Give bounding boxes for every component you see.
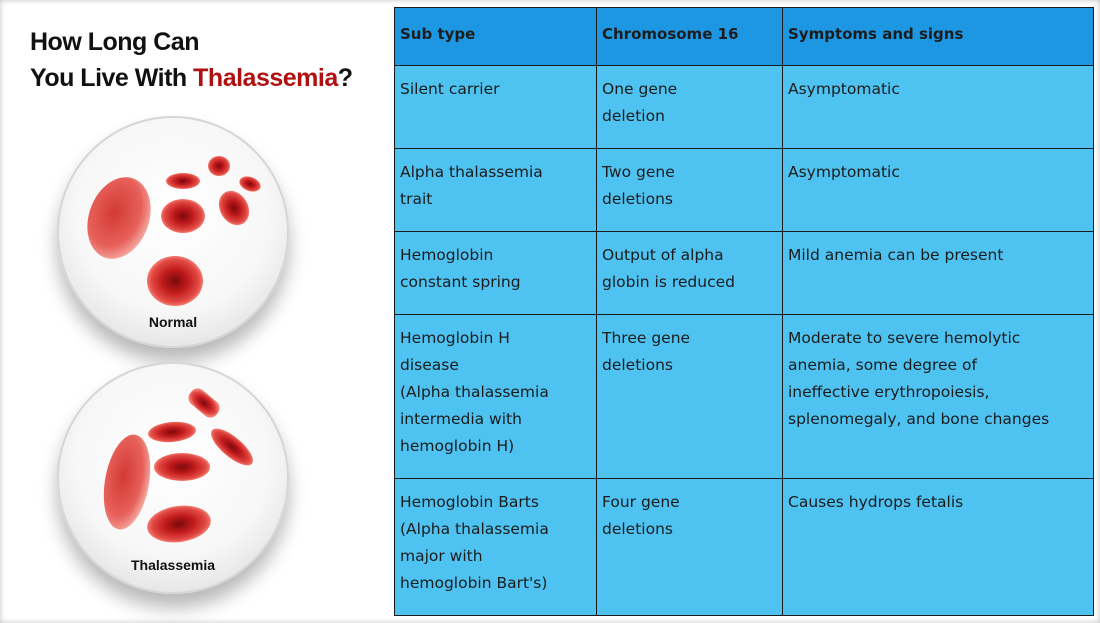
red-blood-cell	[206, 423, 259, 472]
cell-chromosome: Output of alpha globin is reduced	[597, 232, 783, 315]
red-blood-cell	[97, 431, 157, 533]
table-row	[395, 315, 1094, 479]
table-row	[395, 479, 1094, 616]
red-blood-cell	[208, 156, 230, 176]
cell-symptoms: Mild anemia can be present	[783, 232, 1094, 315]
header-symptoms-signs: Symptoms and signs	[783, 8, 1094, 66]
cell-chromosome: Three gene deletions	[597, 315, 783, 479]
cell-symptoms: Asymptomatic	[783, 149, 1094, 232]
red-blood-cell	[166, 173, 200, 189]
title-accent-word: Thalassemia	[193, 64, 338, 92]
red-blood-cell	[147, 420, 197, 444]
cell-chromosome: Four gene deletions	[597, 479, 783, 616]
cell-symptoms: Causes hydrops fetalis	[783, 479, 1094, 616]
cell-symptoms: Asymptomatic	[783, 66, 1094, 149]
cell-symptoms: Moderate to severe hemolytic anemia, some degree of ineffective erythropoiesis, splenomegaly, and bone changes	[783, 315, 1094, 479]
normal-label: Normal	[148, 314, 198, 330]
red-blood-cell	[76, 168, 161, 267]
red-blood-cell	[213, 185, 255, 230]
normal-blood-cells-image	[57, 116, 289, 348]
cell-subtype: Hemoglobin H disease (Alpha thalassemia intermedia with hemoglobin H)	[395, 315, 597, 479]
cell-chromosome: One gene deletion	[597, 66, 783, 149]
cell-subtype: Hemoglobin Barts (Alpha thalassemia major with hemoglobin Bart's)	[395, 479, 597, 616]
cell-chromosome: Two gene deletions	[597, 149, 783, 232]
cell-subtype: Alpha thalassemia trait	[395, 149, 597, 232]
table-row	[395, 149, 1094, 232]
thalassemia-blood-cells-image	[57, 362, 289, 594]
red-blood-cell	[154, 453, 210, 481]
thalassemia-label: Thalassemia	[130, 557, 216, 573]
table-row	[395, 232, 1094, 315]
thalassemia-subtypes-table	[394, 7, 1094, 616]
title-line-2-prefix: You Live With	[30, 64, 194, 92]
header-chromosome-16: Chromosome 16	[597, 8, 783, 66]
red-blood-cell	[237, 174, 262, 195]
red-blood-cell	[145, 502, 213, 547]
cell-subtype: Silent carrier	[395, 66, 597, 149]
red-blood-cell	[161, 199, 205, 233]
title-line-2	[30, 60, 380, 96]
title-question-mark: ?	[337, 64, 353, 92]
red-blood-cell	[147, 256, 203, 306]
cell-subtype: Hemoglobin constant spring	[395, 232, 597, 315]
page-title	[30, 24, 380, 96]
red-blood-cell	[185, 385, 223, 421]
title-line-1: How Long Can	[30, 28, 199, 56]
table-header-row	[395, 8, 1094, 66]
table-row	[395, 66, 1094, 149]
header-subtype: Sub type	[395, 8, 597, 66]
